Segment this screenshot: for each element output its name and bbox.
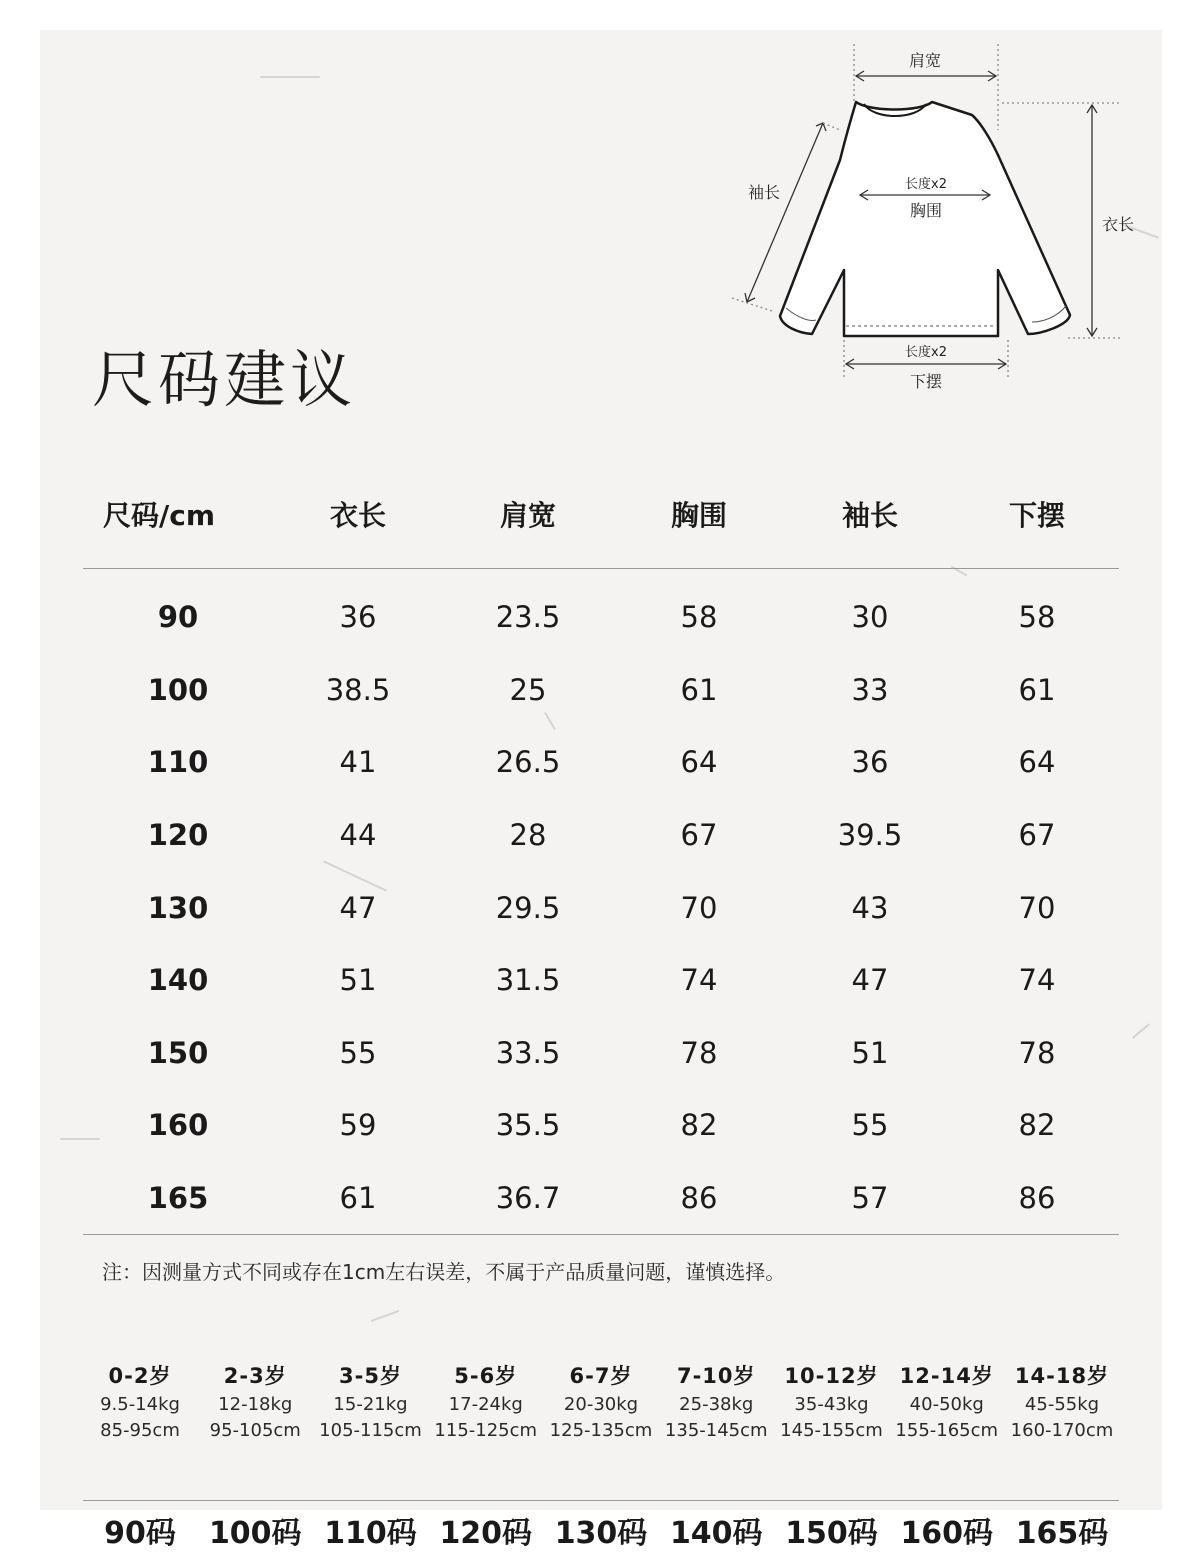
height-range: 85-95cm	[100, 1420, 180, 1441]
size-tag-row	[83, 1508, 1119, 1552]
age-label: 10-12岁	[784, 1364, 879, 1388]
size-tag: 100码	[208, 1516, 302, 1551]
measurement-note: 注：因测量方式不同或存在1cm左右误差，不属于产品质量问题，谨慎选择。	[102, 1260, 786, 1284]
table-cell: 58	[1018, 600, 1056, 635]
table-cell: 44	[339, 818, 377, 853]
table-cell: 70	[1018, 890, 1056, 925]
table-cell: 47	[339, 890, 377, 925]
height-range: 145-155cm	[780, 1420, 883, 1441]
paper-fiber	[1132, 1023, 1150, 1039]
weight-range: 40-50kg	[909, 1394, 984, 1415]
height-range: 155-165cm	[895, 1420, 999, 1441]
table-cell: 35.5	[495, 1108, 561, 1143]
hem-label: 下摆	[909, 372, 943, 391]
age-guide-item	[429, 1360, 543, 1444]
size-tag: 120码	[439, 1516, 533, 1551]
table-cell: 30	[851, 600, 889, 635]
table-cell: 31.5	[495, 963, 561, 998]
column-header-shoulder: 肩宽	[443, 460, 613, 569]
size-cell: 130	[147, 890, 209, 925]
size-tag: 110码	[324, 1516, 417, 1551]
weight-range: 17-24kg	[448, 1394, 523, 1415]
table-cell: 58	[680, 600, 718, 635]
weight-range: 35-43kg	[794, 1394, 869, 1415]
age-guide-item	[659, 1360, 773, 1444]
garment-measurement-diagram	[680, 30, 1135, 410]
table-row	[83, 654, 1119, 727]
size-tag: 140码	[669, 1516, 763, 1551]
size-tag: 150码	[785, 1516, 878, 1551]
size-table	[83, 460, 1119, 1249]
table-row	[83, 1162, 1119, 1235]
size-tag: 90码	[104, 1516, 176, 1551]
weight-range: 12-18kg	[218, 1394, 293, 1415]
height-range: 95-105cm	[209, 1420, 301, 1441]
table-bottom-rule	[83, 1235, 1119, 1250]
length-label: 衣长	[1101, 215, 1135, 234]
table-cell: 57	[851, 1181, 889, 1216]
weight-range: 45-55kg	[1024, 1394, 1100, 1415]
table-cell: 36.7	[495, 1181, 561, 1216]
table-cell: 47	[851, 963, 889, 998]
table-header-row	[83, 460, 1119, 569]
table-cell: 61	[1018, 672, 1056, 707]
table-cell: 61	[680, 672, 718, 707]
weight-range: 15-21kg	[333, 1394, 408, 1415]
table-row	[83, 1089, 1119, 1162]
age-guide-item	[314, 1360, 428, 1444]
table-row	[83, 944, 1119, 1017]
size-cell: 110	[147, 745, 209, 780]
age-label: 3-5岁	[339, 1364, 402, 1388]
table-cell: 36	[339, 600, 377, 635]
table-cell: 36	[851, 745, 889, 780]
size-cell: 160	[147, 1108, 209, 1143]
age-label: 14-18岁	[1014, 1364, 1110, 1388]
chest-label: 胸围	[909, 201, 943, 220]
paper-fiber	[260, 76, 320, 78]
age-label: 7-10岁	[676, 1364, 756, 1388]
table-cell: 78	[1018, 1035, 1056, 1070]
sleeve-label: 袖长	[747, 183, 781, 202]
table-cell: 33.5	[495, 1035, 561, 1070]
age-label: 5-6岁	[454, 1364, 518, 1388]
table-cell: 41	[339, 745, 377, 780]
weight-range: 20-30kg	[563, 1394, 639, 1415]
table-cell: 82	[1018, 1108, 1056, 1143]
table-cell: 51	[851, 1035, 889, 1070]
table-cell: 23.5	[495, 600, 561, 635]
size-chart	[83, 460, 1119, 1249]
table-cell: 61	[339, 1181, 377, 1216]
table-row	[83, 871, 1119, 944]
age-guide-item	[544, 1360, 658, 1444]
age-label: 6-7岁	[569, 1364, 633, 1388]
age-guide-item	[1005, 1360, 1119, 1444]
column-header-length: 衣长	[273, 460, 443, 569]
table-cell: 29.5	[495, 890, 561, 925]
hem-note-label: 长度x2	[905, 345, 947, 360]
table-cell: 82	[680, 1108, 718, 1143]
table-cell: 38.5	[325, 672, 391, 707]
height-range: 105-115cm	[319, 1420, 422, 1441]
size-cell: 100	[147, 672, 209, 707]
table-cell: 33	[851, 672, 889, 707]
page-title: 尺码建议	[92, 343, 357, 416]
table-cell: 67	[680, 818, 718, 853]
size-cell: 90	[157, 600, 199, 635]
table-cell: 64	[680, 745, 718, 780]
size-cell: 120	[147, 818, 209, 853]
column-header-size: 尺码/cm	[83, 460, 273, 569]
table-cell: 64	[1018, 745, 1056, 780]
table-cell: 86	[680, 1181, 718, 1216]
table-cell: 25	[509, 672, 547, 707]
size-cell: 150	[147, 1035, 209, 1070]
table-cell: 67	[1018, 818, 1056, 853]
age-guide-item	[775, 1360, 889, 1444]
size-tag: 165码	[1015, 1516, 1109, 1551]
size-tag: 160码	[900, 1516, 994, 1551]
size-tag: 130码	[554, 1516, 648, 1551]
age-label: 0-2岁	[108, 1364, 172, 1388]
table-cell: 28	[509, 818, 547, 853]
table-cell: 39.5	[837, 818, 903, 853]
height-range: 135-145cm	[664, 1420, 768, 1441]
table-cell: 26.5	[495, 745, 561, 780]
age-guide-item	[890, 1360, 1004, 1444]
table-cell: 55	[339, 1035, 377, 1070]
column-header-sleeve: 袖长	[785, 460, 955, 569]
table-row	[83, 1017, 1119, 1090]
height-range: 160-170cm	[1010, 1420, 1114, 1441]
column-header-chest: 胸围	[613, 460, 785, 569]
age-label: 12-14岁	[899, 1364, 994, 1388]
chest-note-label: 长度x2	[905, 177, 947, 192]
age-guide-row	[83, 1360, 1119, 1444]
height-range: 115-125cm	[434, 1420, 538, 1441]
size-cell: 140	[147, 963, 209, 998]
table-cell: 86	[1018, 1181, 1056, 1216]
table-cell: 70	[680, 890, 718, 925]
age-label: 2-3岁	[223, 1364, 287, 1388]
table-row	[83, 799, 1119, 872]
table-cell: 55	[851, 1108, 889, 1143]
shoulder-label: 肩宽	[908, 51, 942, 70]
table-cell: 78	[680, 1035, 718, 1070]
age-guide-item	[83, 1360, 197, 1444]
table-cell: 43	[851, 890, 889, 925]
weight-range: 25-38kg	[679, 1394, 754, 1415]
size-cell: 165	[147, 1181, 209, 1216]
age-guide-item	[198, 1360, 312, 1444]
table-row	[83, 726, 1119, 799]
paper-fiber	[371, 1310, 400, 1322]
table-cell: 74	[1018, 963, 1056, 998]
table-cell: 74	[680, 963, 718, 998]
divider	[83, 1500, 1119, 1501]
height-range: 125-135cm	[549, 1420, 653, 1441]
table-cell: 59	[339, 1108, 377, 1143]
age-size-guide	[83, 1360, 1119, 1551]
size-guide-card	[40, 30, 1162, 1551]
weight-range: 9.5-14kg	[100, 1394, 180, 1415]
table-row	[83, 569, 1119, 654]
column-header-hem: 下摆	[955, 460, 1119, 569]
table-cell: 51	[339, 963, 377, 998]
